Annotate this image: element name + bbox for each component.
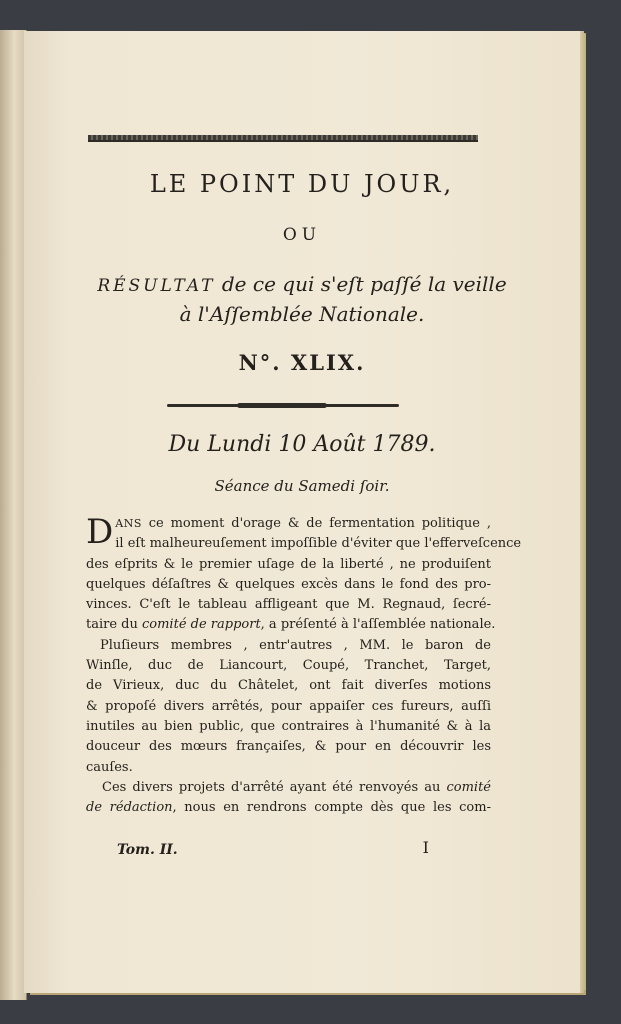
- body-line-15-italic: de rédaction: [86, 800, 173, 816]
- body-line-8: Winſle, duc de Liancourt, Coupé, Tranchet, Target,: [86, 658, 491, 674]
- body-line-15: [86, 798, 491, 818]
- body-line-6-pre: taire du: [86, 617, 142, 633]
- header-ornamental-rule: [88, 135, 478, 142]
- body-line-7: Pluſieurs membres , entr'autres , MM. le baron de: [100, 637, 491, 653]
- body-line-14: [86, 778, 491, 798]
- body-line-10: & propoſé divers arrêtés, pour appaiſer ces fureurs, auſſi: [86, 698, 491, 714]
- body-line-6-italic: comité de rapport: [142, 617, 261, 633]
- issue-date: Du Lundi 10 Août 1789.: [168, 432, 436, 457]
- signature-mark: I: [422, 838, 429, 857]
- drop-cap: D: [86, 512, 114, 552]
- body-line-1-rest: ce moment d'orage & de fermentation politique ,: [141, 516, 491, 531]
- body-line-13: cauſes.: [86, 759, 133, 775]
- session-heading: Séance du Samedi ſoir.: [214, 477, 390, 495]
- body-line-15-post: , nous en rendrons compte dès que les com-: [172, 800, 491, 816]
- body-line-11: inutiles au bien public, que contraires à l'humanité & à la: [86, 718, 491, 734]
- body-line-6-post: , a préſenté à l'aſſemblée nationale.: [260, 617, 496, 633]
- body-line-14-italic: comité: [446, 779, 491, 795]
- volume-marker: Tom. II.: [117, 842, 178, 858]
- title-conjunction: OU: [282, 225, 322, 245]
- body-paragraph: [86, 512, 522, 818]
- body-line-9: de Virieux, duc du Châtelet, ont fait diverſes motions: [86, 678, 491, 694]
- page-footer: [117, 838, 429, 862]
- body-line-4: quelques déſaſtres & quelques excès dans le fond des pro-: [86, 576, 491, 592]
- subtitle-caps-word: RÉSULTAT: [97, 276, 216, 296]
- body-line-12: douceur des mœurs françaiſes, & pour en découvrir les: [86, 739, 491, 755]
- issue-number: N°. XLIX.: [238, 350, 366, 375]
- page-stack-edge: [580, 34, 586, 990]
- body-line-3: des eſprits & le premier uſage de la liberté , ne produiſent: [86, 556, 491, 572]
- document-title: LE POINT DU JOUR,: [149, 170, 455, 198]
- body-line-2: il eſt malheureuſement impoſſible d'éviter que l'efferveſcence: [115, 536, 522, 552]
- section-divider-rule: [167, 404, 399, 407]
- body-line-6: [86, 615, 496, 635]
- subtitle-line-1: [24, 272, 580, 296]
- subtitle-line-1-rest: de ce qui s'eſt paſſé la veille: [215, 272, 507, 296]
- left-page-edge: [0, 30, 27, 1000]
- subtitle-line-2: à l'Aſſemblée Nationale.: [179, 302, 425, 326]
- lead-smallcaps: ANS: [115, 517, 142, 530]
- body-line-14-pre: Ces divers projets d'arrêté ayant été renvoyés au: [102, 779, 447, 795]
- body-line-5: vinces. C'eſt le tableau affligeant que M. Regnaud, ſecré-: [86, 597, 491, 613]
